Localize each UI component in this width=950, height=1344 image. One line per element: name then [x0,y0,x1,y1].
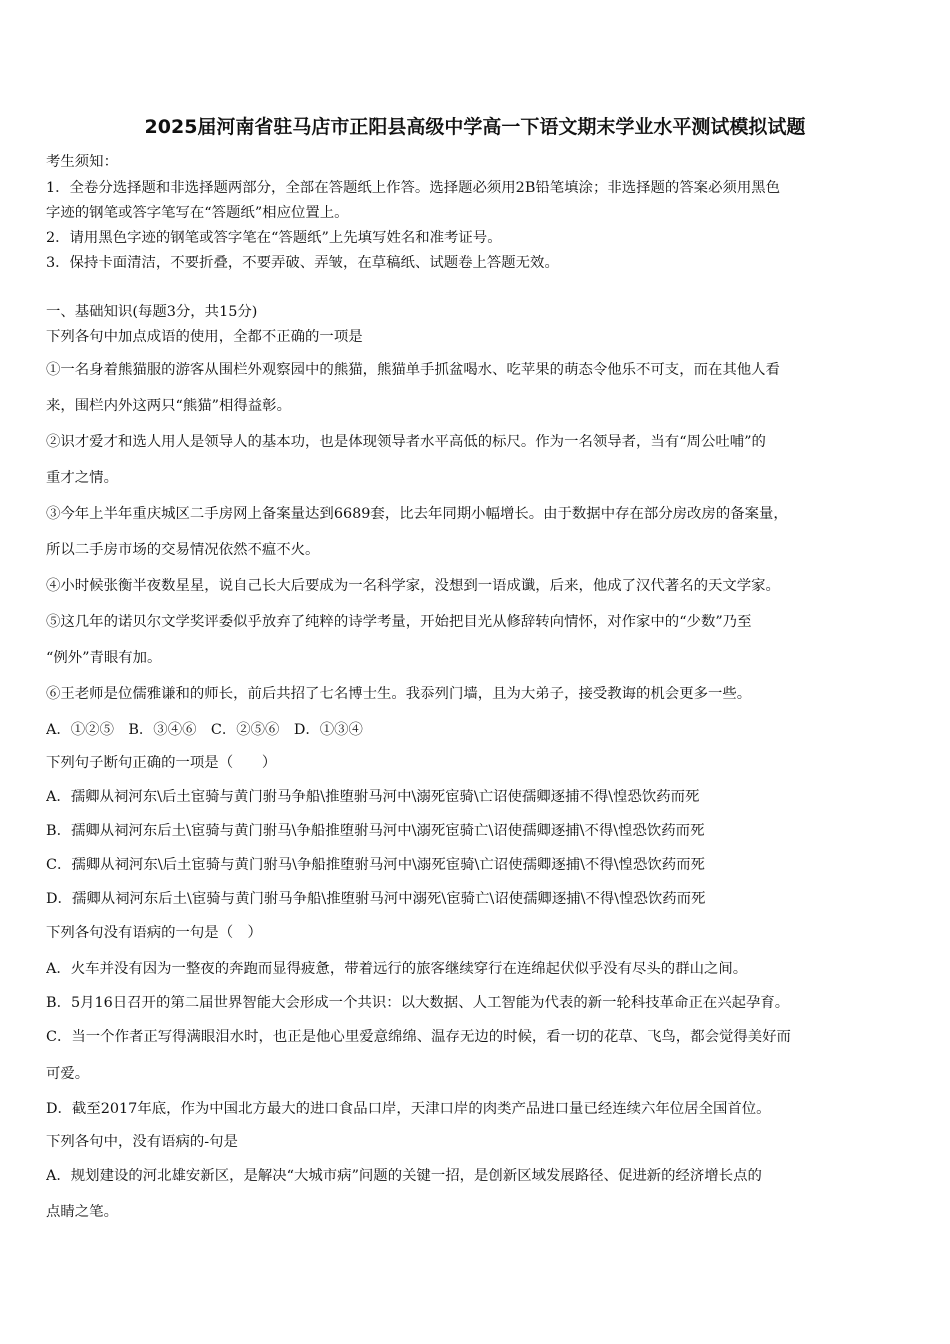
question-option: 点睛之笔。 [46,1204,118,1220]
question-option: 可爱。 [46,1066,90,1082]
question-line: 所以二手房市场的交易情况依然不瘟不火。 [46,542,320,558]
question-line: 来，围栏内外这两只“熊猫”相得益彰。 [46,398,291,414]
question-line: ①一名身着熊猫服的游客从围栏外观察园中的熊猫，熊猫单手抓盆喝水、吃苹果的萌态令他乐不可支，而在其他人看 [46,362,780,378]
question-option: C．当一个作者正写得满眼泪水时，也正是他心里爱意绵绵、温存无边的时候，看一切的花草、飞鸟，都会觉得美好而 [46,1029,791,1045]
question-option: B．5月16日召开的第二届世界智能大会形成一个共识：以大数据、人工智能为代表的新一轮科技革命正在兴起孕育。 [46,995,790,1011]
question-option: A．火车并没有因为一整夜的奔跑而显得疲惫，带着远行的旅客继续穿行在连绵起伏似乎没有尽头的群山之间。 [46,961,748,977]
question-options: A．①②⑤ B．③④⑥ C．②⑤⑥ D．①③④ [46,722,363,738]
question-line: ⑤这几年的诺贝尔文学奖评委似乎放弃了纯粹的诗学考量，开始把目光从修辞转向情怀，对作家中的“少数”乃至 [46,614,752,630]
question-line: ④小时候张衡半夜数星星，说自己长大后要成为一名科学家，没想到一语成谶，后来，他成了汉代著名的天文学家。 [46,578,780,594]
question-line: ⑥王老师是位儒雅谦和的师长，前后共招了七名博士生。我忝列门墙，且为大弟子，接受教诲的机会更多一些。 [46,686,752,702]
notice-heading: 考生须知： [46,154,118,170]
question-option: C．孺卿从祠河东\后土宦骑与黄门驸马\争船推堕驸马河中\溺死宦骑\亡诏使孺卿逐捕\不得\惶恐饮药而死 [46,857,705,873]
page-title: 2025届河南省驻马店市正阳县高级中学高一下语文期末学业水平测试模拟试题 [144,116,806,138]
notice-item: 2．请用黑色字迹的钢笔或答字笔在“答题纸”上先填写姓名和准考证号。 [46,230,502,246]
section-heading: 一、基础知识(每题3分，共15分) [46,304,258,320]
question-stem: 下列各句没有语病的一句是（ ） [46,925,262,941]
question-stem: 下列各句中加点成语的使用，全都不正确的一项是 [46,329,363,345]
question-stem: 下列句子断句正确的一项是（ ） [46,755,277,771]
question-line: ③今年上半年重庆城区二手房网上备案量达到6689套，比去年同期小幅增长。由于数据中存在部分房改房的备案量， [46,506,788,522]
notice-item: 3．保持卡面清洁，不要折叠，不要弄破、弄皱，在草稿纸、试题卷上答题无效。 [46,255,559,271]
notice-item: 1．全卷分选择题和非选择题两部分，全部在答题纸上作答。选择题必须用2B铅笔填涂；非选择题的答案必须用黑色 [46,180,781,196]
question-option: D．孺卿从祠河东后土\宦骑与黄门驸马争船\推堕驸马河中溺死\宦骑亡\诏使孺卿逐捕\不得\惶恐饮药而死 [46,891,706,907]
question-option: A．规划建设的河北雄安新区，是解决“大城市病”问题的关键一招，是创新区域发展路径、促进新的经济增长点的 [46,1168,762,1184]
notice-item: 字迹的钢笔或答字笔写在“答题纸”相应位置上。 [46,205,349,221]
question-option: A．孺卿从祠河东\后土宦骑与黄门驸马争船\推堕驸马河中\溺死宦骑\亡诏使孺卿逐捕不得\惶恐饮药而死 [46,789,700,805]
question-line: “例外”青眼有加。 [46,650,162,666]
question-stem: 下列各句中，没有语病的-句是 [46,1134,238,1150]
question-line: ②识才爱才和选人用人是领导人的基本功，也是体现领导者水平高低的标尺。作为一名领导者，当有“周公吐哺”的 [46,434,766,450]
question-option: D．截至2017年底，作为中国北方最大的进口食品口岸，天津口岸的肉类产品进口量已经连续六年位居全国首位。 [46,1101,771,1117]
question-option: B．孺卿从祠河东后土\宦骑与黄门驸马\争船推堕驸马河中\溺死宦骑亡\诏使孺卿逐捕\不得\惶恐饮药而死 [46,823,705,839]
question-line: 重才之情。 [46,470,118,486]
